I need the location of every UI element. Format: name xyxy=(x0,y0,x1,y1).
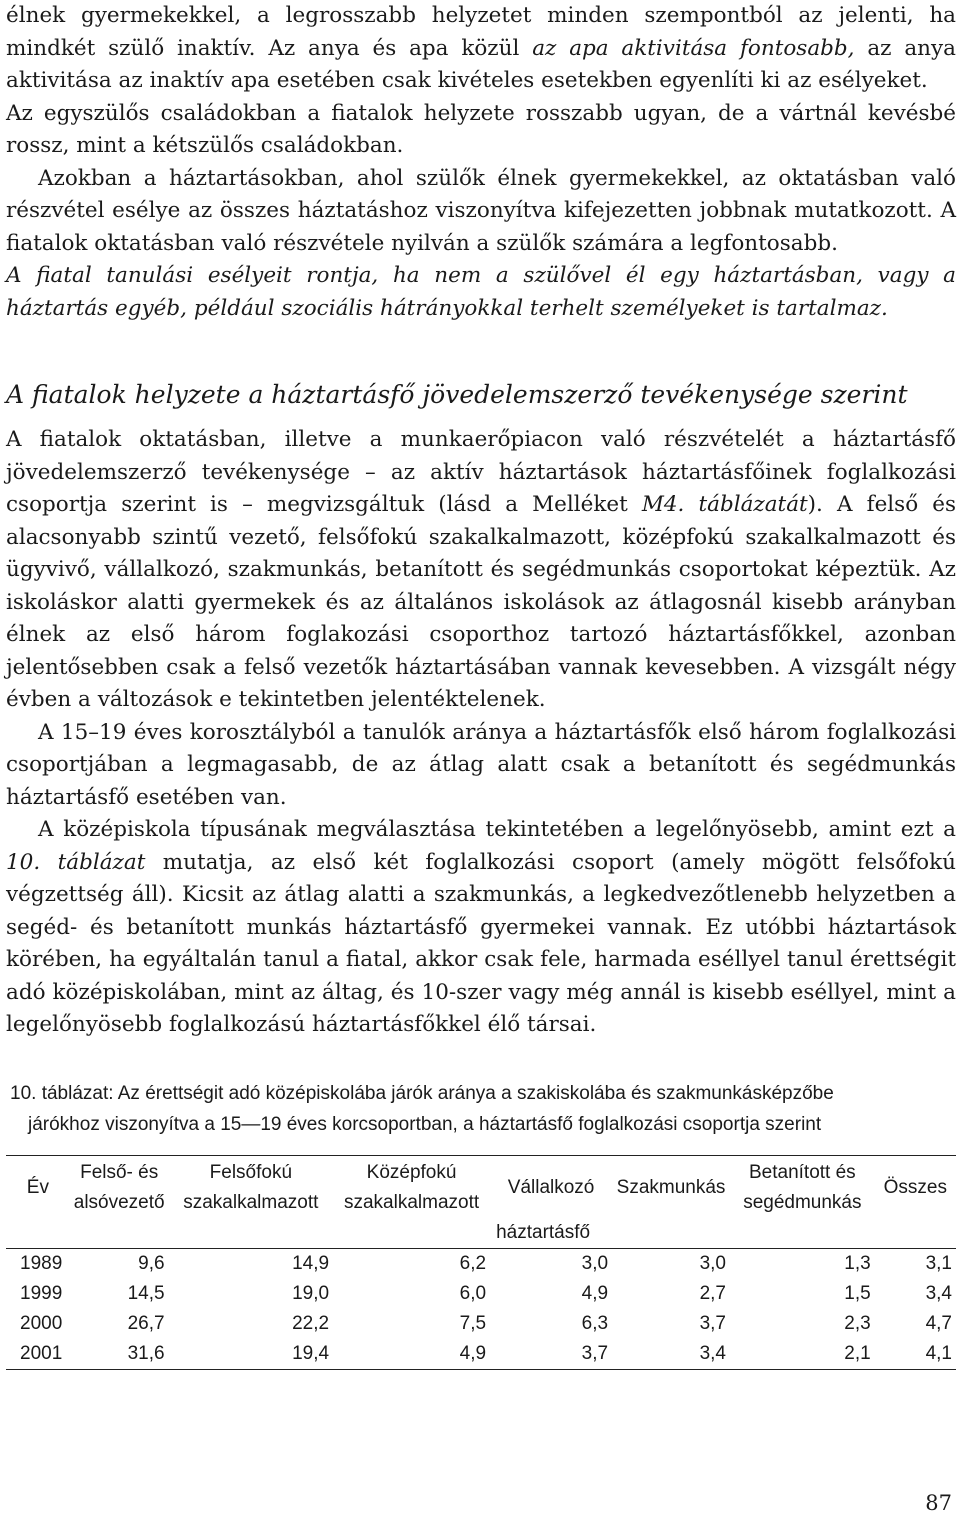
cell-value: 19,0 xyxy=(292,1283,330,1304)
cell-value: 3,4 xyxy=(925,1283,952,1304)
cell-value: 6,0 xyxy=(459,1283,487,1304)
cell-value: 3,1 xyxy=(925,1253,952,1274)
section-heading: A fiatalok helyzete a háztartásfő jövedelemszerző tevékenysége szerint xyxy=(6,380,908,409)
caption-line-2: járókhoz viszonyítva a 15—19 éves korcsoportban, a háztartásfő foglalkozási csoportja szerint xyxy=(28,1114,822,1135)
cell-value: 4,7 xyxy=(925,1313,952,1334)
paragraph: A középiskola típusának megválasztása tekintetében a legelőnyösebb, amint ezt a 10. táblázat mutatja, az első két foglalkozási csoport (amely mögött felsőfokú végzettség áll). Kicsit az átlag alatti a szakmunkás, a legkedvezőtlenebb helyzetben a segéd- és betanított munkás háztartásfő gyermekei vannak. Ez utóbbi háztartások körében, ha egyáltalán tanul a fiatal, akkor csak fele, harmada eséllyel tanul érettségit adó középiskolában, mint az áltag, és 10-szer vagy még annál is kisebb eséllyel, mint a legelőnyösebb foglalkozású háztartásfőkkel élő társai. xyxy=(6,817,956,1037)
table-row xyxy=(6,1279,956,1309)
caption-line-1: 10. táblázat: Az érettségit adó középiskolába járók aránya a szakiskolába és szakmunkásképzőbe xyxy=(10,1083,834,1104)
cell-value: 14,5 xyxy=(127,1283,165,1304)
cell-value: 3,7 xyxy=(490,1339,612,1370)
cell-year: 1999 xyxy=(20,1283,63,1304)
header-unit: háztartásfő xyxy=(333,1218,612,1249)
table-row xyxy=(6,1309,956,1339)
paragraph: Az egyszülős családokban a fiatalok helyzete rosszabb ugyan, de a vártnál kevésbé rossz, mint a kétszülős családokban. xyxy=(6,100,956,158)
cell-value: 3,0 xyxy=(699,1253,726,1274)
cell-value: 4,1 xyxy=(875,1339,956,1370)
table-caption xyxy=(6,1078,956,1140)
data-table xyxy=(6,1155,956,1370)
cell-value: 6,2 xyxy=(459,1253,487,1274)
cell-value: 7,5 xyxy=(459,1313,487,1334)
paragraph: A 15–19 éves korosztályból a tanulók aránya a háztartásfők első három foglalkozási csoportjában a legmagasabb, de az átlag alatt csak a betanított és segédmunkás háztartásfő esetében van. xyxy=(6,719,956,810)
header-felsofoku: Felsőfokú szakalkalmazott xyxy=(169,1156,333,1219)
cell-value: 14,9 xyxy=(292,1253,330,1274)
cell-year: 1989 xyxy=(20,1253,63,1274)
header-osszes: Összes xyxy=(875,1156,956,1219)
cell-value: 3,4 xyxy=(612,1339,730,1370)
cell-value: 3,0 xyxy=(581,1253,609,1274)
cell-value: 19,4 xyxy=(169,1339,333,1370)
cell-value: 2,1 xyxy=(730,1339,875,1370)
cell-value: 22,2 xyxy=(292,1313,330,1334)
header-szakmunkas: Szakmunkás xyxy=(612,1156,730,1219)
cell-value: 1,5 xyxy=(844,1283,871,1304)
table-row xyxy=(6,1249,956,1280)
header-felso-vezeto: Felső- és alsóvezető xyxy=(70,1156,169,1219)
cell-value: 6,3 xyxy=(581,1313,609,1334)
cell-value: 3,7 xyxy=(699,1313,726,1334)
header-betanitott: Betanított és segédmunkás xyxy=(730,1156,875,1219)
cell-value: 31,6 xyxy=(70,1339,169,1370)
cell-value: 2,3 xyxy=(844,1313,871,1334)
paragraph: élnek gyermekekkel, a legrosszabb helyzetet minden szempontból az jelenti, ha mindkét szülő inaktív. Az anya és apa közül az apa aktivitása fontosabb, az anya aktivitása az inaktív apa esetében csak kivételes esetekben egyenlíti ki az esélyeket. xyxy=(6,3,956,93)
header-year: Év xyxy=(6,1156,70,1219)
table-row xyxy=(6,1339,956,1370)
cell-value: 9,6 xyxy=(138,1253,165,1274)
cell-value: 26,7 xyxy=(127,1313,165,1334)
cell-value: 1,3 xyxy=(844,1253,871,1274)
page-number: 87 xyxy=(925,1491,952,1515)
header-kozepfoku: Középfokú szakalkalmazott xyxy=(333,1156,490,1219)
cell-value: 4,9 xyxy=(333,1339,490,1370)
paragraph: A fiatalok oktatásban, illetve a munkaerőpiacon való részvételét a háztartásfő jövedelemszerző tevékenysége – az aktív háztartások háztartásfőinek foglalkozási csoportja szerint is – megvizsgáltuk (lásd a Melléket M4. táblázatát). A felső és alacsonyabb szintű vezető, felsőfokú szakalkalmazott, középfokú szakalkalmazott és ügyvivő, vállalkozó, szakmunkás, betanított és segédmunkás csoportokat képeztük. Az iskoláskor alatti gyermekek és az általános iskolások az átlagosnál kisebb arányban élnek az első három foglakozási csoporthoz tartozó háztartásfőkkel, azonban jelentősebben csak a felső vezetők háztartásában vannak kevesebben. A vizsgált négy évben a változások e tekintetben jelentéktelenek. xyxy=(6,427,957,712)
paragraph-italic: A fiatal tanulási esélyeit rontja, ha nem a szülővel él egy háztartásban, vagy a háztartás egyéb, például szociális hátrányokkal terhelt személyeket is tartalmaz. xyxy=(6,263,956,321)
body-text-top xyxy=(6,0,956,325)
header-vallalkozo: Vállalkozó xyxy=(490,1156,612,1219)
cell-year: 2001 xyxy=(6,1339,70,1370)
body-text-section xyxy=(6,424,956,1042)
cell-value: 2,7 xyxy=(699,1283,726,1304)
cell-value: 4,9 xyxy=(581,1283,609,1304)
cell-year: 2000 xyxy=(20,1313,63,1334)
paragraph: Azokban a háztartásokban, ahol szülők élnek gyermekekkel, az oktatásban való részvétel esélye az összes háztatáshoz viszonyítva kifejezetten jobbnak mutatkozott. A fiatalok oktatásban való részvétele nyilván a szülők számára a legfontosabb. xyxy=(6,165,956,256)
